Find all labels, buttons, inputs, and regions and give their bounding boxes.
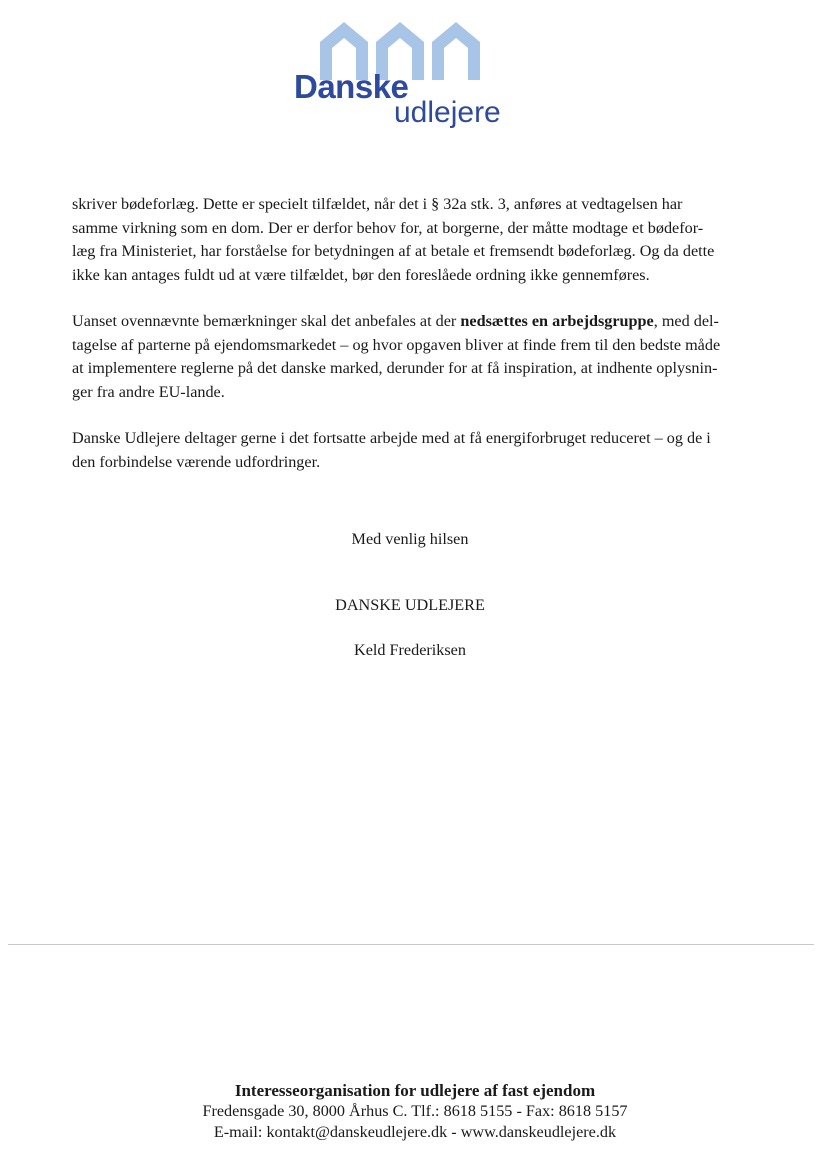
text-segment: Uanset ovennævnte bemærkninger skal det anbefales at der [72, 312, 461, 330]
text-line: Danske Udlejere deltager gerne i det fortsatte arbejde med at få energiforbruget reduceret – og de i [72, 429, 711, 447]
paragraph-3 [72, 427, 740, 474]
logo-word-danske: Danske [294, 68, 409, 105]
text-line: at implementere reglerne på det danske marked, derunder for at få inspiration, at indhente oplysnin- [72, 359, 718, 377]
text-line [72, 310, 740, 334]
text-line: ger fra andre EU-lande. [72, 382, 225, 401]
paragraph-1 [72, 193, 740, 287]
closing-organization: DANSKE UDLEJERE [335, 596, 485, 614]
text-line: samme virkning som en dom. Der er derfor behov for, at borgerne, der måtte modtage et bødefor- [72, 218, 704, 237]
text-line: ikke kan antages fuldt ud at være tilfældet, bør den foreslåede ordning ikke gennemføres. [72, 265, 650, 284]
closing-greeting: Med venlig hilsen [351, 530, 469, 548]
text-segment: , med del- [653, 312, 719, 330]
text-line: skriver bødeforlæg. Dette er specielt tilfældet, når det i § 32a stk. 3, anføres at vedtagelsen har [72, 195, 683, 213]
text-line: tagelse af parterne på ejendomsmarkedet – og hvor opgaven bliver at finde frem til den bedste måde [72, 335, 721, 354]
bold-phrase: nedsættes en arbejdsgruppe [460, 312, 654, 330]
footer-contact: E-mail: kontakt@danskeudlejere.dk - www.danskeudlejere.dk [213, 1123, 617, 1141]
danske-udlejere-logo [290, 18, 540, 129]
letter-body [72, 193, 740, 497]
text-line: den forbindelse værende udfordringer. [72, 452, 321, 471]
logo-word-udlejere: udlejere [394, 96, 501, 129]
paragraph-2 [72, 310, 740, 404]
footer-address: Fredensgade 30, 8000 Århus C. Tlf.: 8618 5155 - Fax: 8618 5157 [202, 1102, 628, 1120]
signatory-name: Keld Frederiksen [354, 641, 466, 659]
letterhead-footer [150, 1080, 680, 1143]
footer-organization: Interesseorganisation for udlejere af fast ejendom [234, 1081, 596, 1100]
text-line: læg fra Ministeriet, har forståelse for betydningen af at betale et fremsendt bødeforlæg. Og da dette [72, 242, 715, 260]
footer-divider [8, 944, 814, 945]
